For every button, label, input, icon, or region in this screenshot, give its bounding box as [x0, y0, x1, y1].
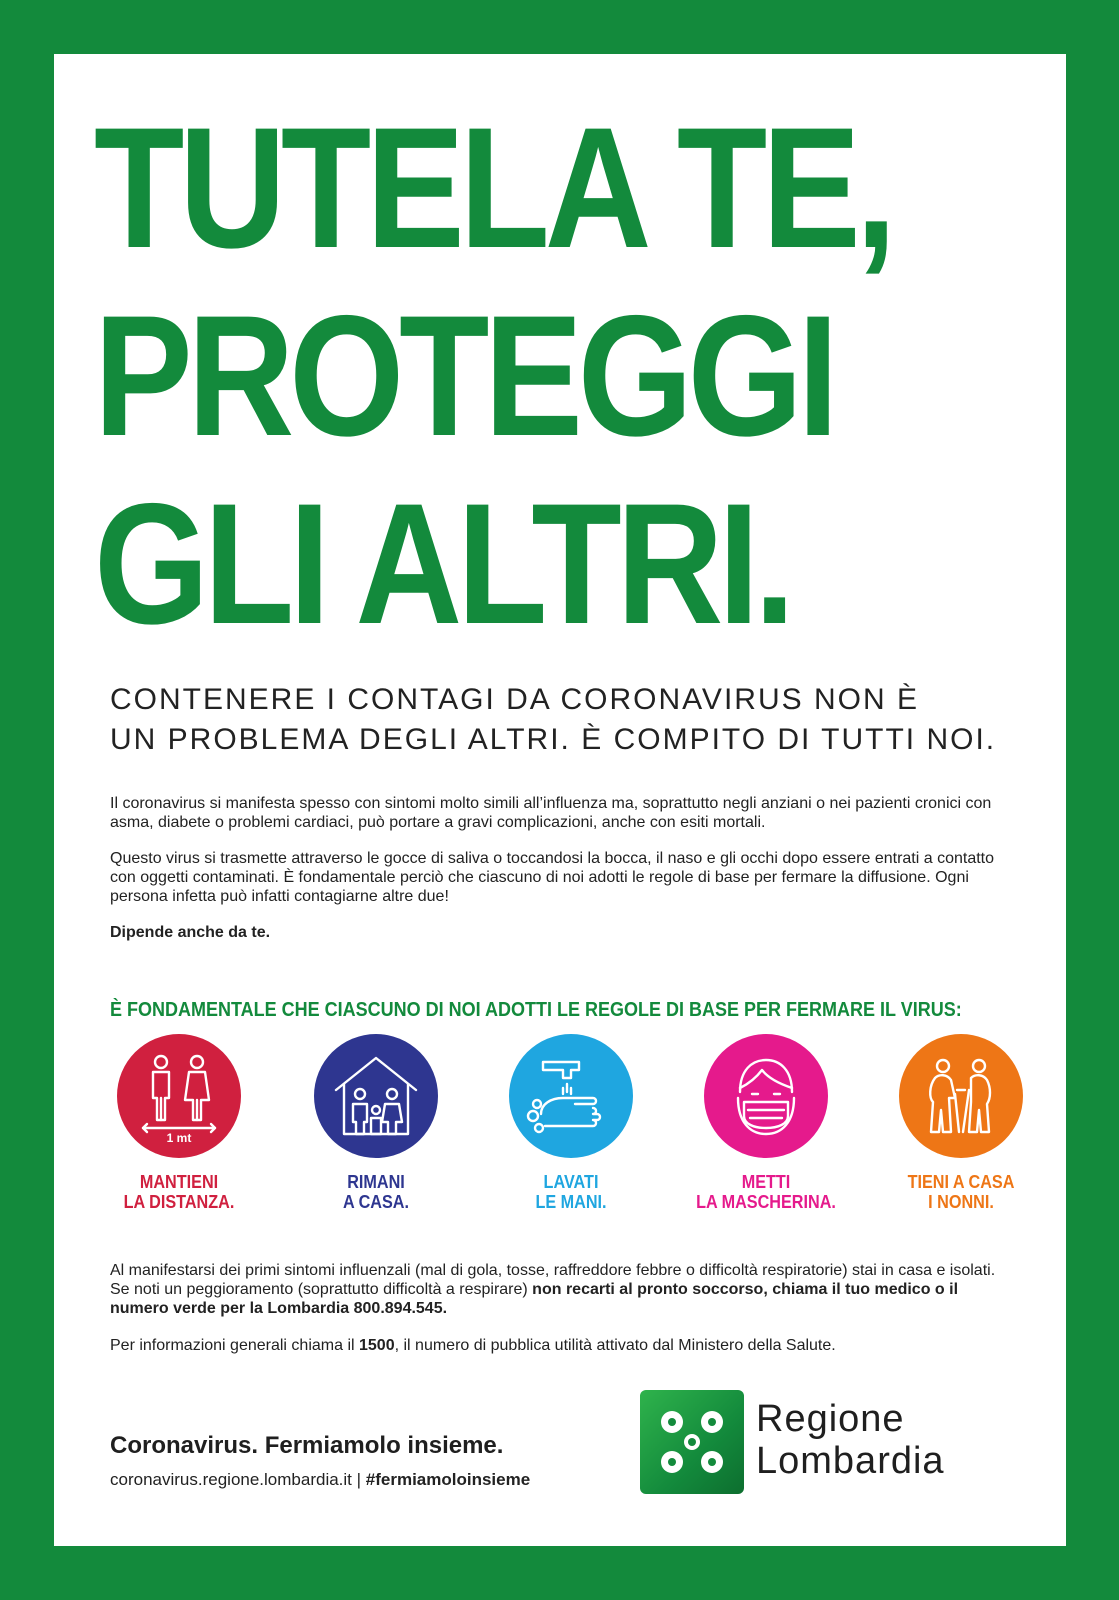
hashtag: #fermiamoloinsieme: [365, 1470, 531, 1489]
rule-stay-home-line-1: RIMANI: [347, 1172, 405, 1192]
logo-mark: [640, 1390, 744, 1494]
website-link[interactable]: coronavirus.regione.lombardia.it: [110, 1470, 352, 1489]
symptoms-text: [110, 1261, 1010, 1373]
regione-lombardia-logo: [640, 1388, 1020, 1500]
rule-stay-home: [291, 1034, 461, 1212]
subhead-line-1: CONTENERE I CONTAGI DA CORONAVIRUS NON È: [110, 683, 919, 716]
rule-mask-line-1: METTI: [741, 1172, 791, 1192]
symptoms-paragraph: [110, 1261, 1010, 1318]
footer-slogan: Coronavirus. Fermiamolo insieme.: [110, 1432, 504, 1459]
logo-line-2: Lombardia: [756, 1440, 945, 1482]
symptoms-text-bold: non recarti al pronto soccorso, chiama il tuo medico o il numero verde per la Lombardia 800.894.545.: [110, 1281, 959, 1317]
rule-distance-line-2: LA DISTANZA.: [123, 1192, 235, 1212]
logo-line-1: Regione: [756, 1398, 905, 1440]
subhead-line-2: UN PROBLEMA DEGLI ALTRI. È COMPITO DI TUTTI NOI.: [110, 723, 997, 756]
logo-text: [756, 1398, 945, 1482]
intro-paragraph-3: Dipende anche da te.: [110, 924, 271, 941]
headline: [94, 94, 1034, 658]
info-number: 1500: [359, 1337, 395, 1354]
footer-separator: |: [351, 1470, 366, 1489]
rule-grandparents-line-2: I NONNI.: [928, 1192, 994, 1212]
rules-title: È FONDAMENTALE CHE CIASCUNO DI NOI ADOTTI LE REGOLE DI BASE PER FERMARE IL VIRUS:: [110, 999, 962, 1021]
rule-distance: [94, 1034, 264, 1212]
info-text-b: , il numero di pubblica utilità attivato dal Ministero della Salute.: [394, 1337, 836, 1354]
intro-paragraph-1: Il coronavirus si manifesta spesso con sintomi molto simili all’influenza ma, soprattutto negli anziani o nei pazienti cronici con asma, diabete o problemi cardiaci, può portare a gravi complicazioni, anche con esiti mortali.: [110, 795, 992, 831]
rule-distance-line-1: MANTIENI: [139, 1172, 219, 1192]
rule-wash-hands-line-1: LAVATI: [543, 1172, 599, 1192]
grandparents-icon: [913, 1048, 1009, 1144]
symptoms-text-normal: Al manifestarsi dei primi sintomi influenzali (mal di gola, tosse, raffreddore febbre o difficoltà respiratorie) stai in casa e isolati. Se noti un peggioramento (soprattutto difficoltà a respirare): [110, 1262, 996, 1298]
rule-grandparents-caption: [885, 1172, 1038, 1212]
distance-icon: [131, 1048, 227, 1144]
headline-line-1: TUTELA TE,: [94, 92, 892, 284]
footer-links: [110, 1470, 530, 1490]
headline-line-2: PROTEGGI: [94, 280, 834, 472]
rule-wash-hands-badge: [509, 1034, 633, 1158]
rules-row: [94, 1034, 1034, 1224]
info-paragraph: [110, 1336, 1010, 1355]
rule-distance-caption: [103, 1172, 256, 1212]
rule-grandparents: [876, 1034, 1046, 1212]
rule-wash-hands-caption: [495, 1172, 648, 1212]
rule-grandparents-line-1: TIENI A CASA: [907, 1172, 1015, 1192]
poster: [54, 54, 1066, 1546]
hand-washing-icon: [523, 1048, 619, 1144]
lombardia-rose-icon: [656, 1406, 728, 1478]
rule-mask: [681, 1034, 851, 1212]
rule-stay-home-line-2: A CASA.: [342, 1192, 410, 1212]
rule-distance-badge: [117, 1034, 241, 1158]
subhead: [110, 680, 1010, 760]
headline-line-3: GLI ALTRI.: [94, 468, 791, 660]
distance-label: 1 mt: [166, 1131, 192, 1144]
info-text-a: Per informazioni generali chiama il: [110, 1337, 359, 1354]
rule-wash-hands: [486, 1034, 656, 1212]
rule-mask-line-2: LA MASCHERINA.: [696, 1192, 836, 1212]
rule-stay-home-badge: [314, 1034, 438, 1158]
intro-text: [110, 794, 1010, 959]
intro-paragraph-2: Questo virus si trasmette attraverso le gocce di saliva o toccandosi la bocca, il naso e gli occhi dopo essere entrati a contatto con oggetti contaminati. È fondamentale perciò che ciascuno di noi adotti le regole di base per fermare la diffusione. Ogni persona infetta può infatti contagiarne altre due!: [110, 850, 995, 905]
rule-mask-caption: [690, 1172, 843, 1212]
house-family-icon: [328, 1048, 424, 1144]
rule-stay-home-caption: [300, 1172, 453, 1212]
rule-wash-hands-line-2: LE MANI.: [535, 1192, 607, 1212]
face-mask-icon: [718, 1048, 814, 1144]
rule-mask-badge: [704, 1034, 828, 1158]
rule-grandparents-badge: [899, 1034, 1023, 1158]
